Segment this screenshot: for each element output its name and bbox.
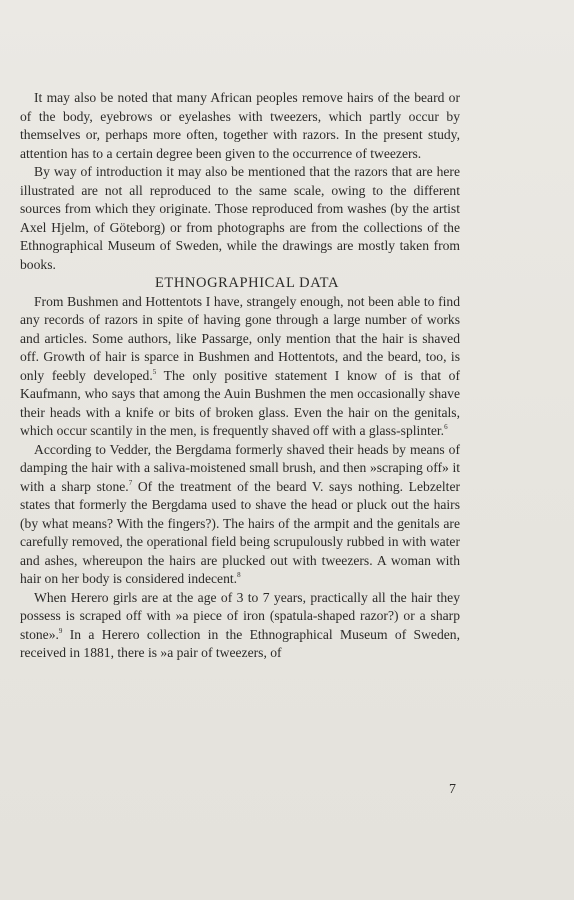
footnote-ref: 5 xyxy=(152,367,157,376)
intro-paragraph-1: It may also be noted that many African peoples remove hairs of the beard or of the body, eyebrows or eyelashes with tweezers, which partly occur by themselves or, perhaps more often, together with razors. In the present study, attention has to a certain degree been given to the occurrence of tweezers. xyxy=(20,90,460,161)
paragraph-bushmen xyxy=(20,293,460,441)
footnote-ref: 9 xyxy=(58,626,63,635)
paragraph-bergdama xyxy=(20,441,460,589)
footnote-ref: 7 xyxy=(128,478,133,487)
paragraph-text: When Herero girls are at the age of 3 to 7 years, practically all the hair they possess is scraped off with »a piece of iron (spatula-shaped razor?) or a sharp stone». xyxy=(20,589,460,642)
body-text xyxy=(20,89,460,663)
intro-paragraph-2: By way of introduction it may also be mentioned that the razors that are here illustrated are not all reproduced to the same scale, owing to the different sources from which they originate. Those reproduced from washes (by the artist Axel Hjelm, of Göteborg) or from photographs are from the collections of the Ethnographical Museum of Sweden, while the drawings are mostly taken from books. xyxy=(20,164,460,272)
page-number: 7 xyxy=(449,782,456,797)
footnote-ref: 8 xyxy=(237,571,241,579)
section-heading: ETHNOGRAPHICAL DATA xyxy=(154,275,340,291)
paragraph-text: According to Vedder, the Bergdama formerly shaved their heads by means of damping the hair with a saliva-moistened small brush, and then »scraping off» it with a sharp stone. xyxy=(20,441,460,494)
paragraph-text: Of the treatment of the beard V. says nothing. Lebzelter states that formerly the Bergdama used to shave the head or pluck out the hairs (by what means? With the fingers?). The hairs of the armpit and the genitals are carefully removed, the operational field being scrupulously rubbed in with water and ashes, whereupon the hairs are plucked out with tweezers. A woman with hair on her body is considered indecent. xyxy=(20,478,461,586)
paragraph-text: The only positive statement I know of is that of Kaufmann, who says that among the Auin Bushmen the men occasionally shave their heads with a knife or bits of broken glass. Even the hair on the genitals, which occur scantily in the men, is frequently shaved off with a glass-splinter. xyxy=(20,367,460,438)
paragraph-text: From Bushmen and Hottentots I have, strangely enough, not been able to find any records of razors in spite of having gone through a large number of works and articles. Some authors, like Passarge, only mention that the hair is shaved off. Growth of hair is sparce in Bushmen and Hottentots, and the beard, too, is only feebly developed. xyxy=(20,293,460,383)
footnote-ref: 6 xyxy=(444,423,448,431)
paragraph-text: In a Herero collection in the Ethnographical Museum of Sweden, received in 1881, there is »a pair of tweezers, of xyxy=(20,626,460,660)
paragraph-herero xyxy=(20,589,460,663)
